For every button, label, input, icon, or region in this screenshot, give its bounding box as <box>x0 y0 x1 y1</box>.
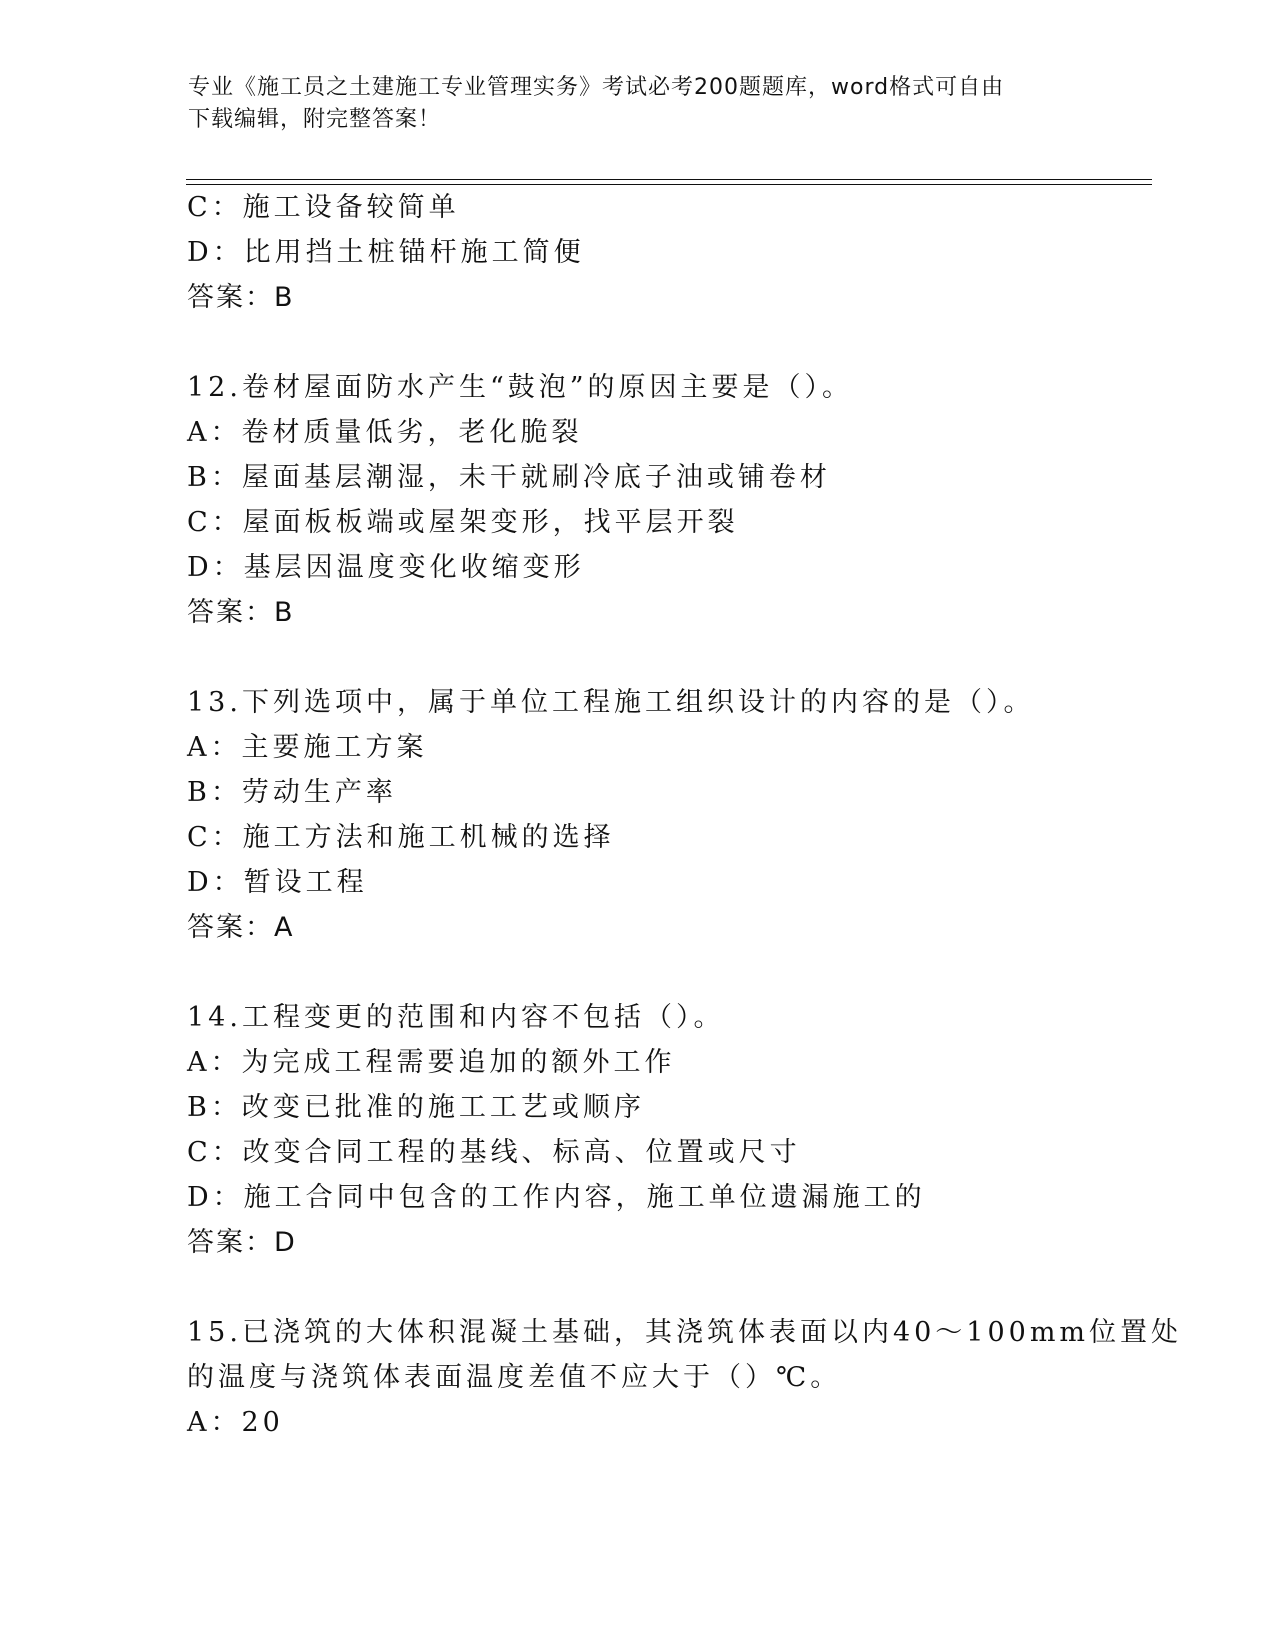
q12-option-a: A：卷材质量低劣，老化脆裂 <box>187 417 583 448</box>
q13-question: 13.下列选项中，属于单位工程施工组织设计的内容的是（）。 <box>187 687 1035 718</box>
q12-option-c: C：屋面板板端或屋架变形，找平层开裂 <box>187 507 739 538</box>
q15-question-line-1: 15.已浇筑的大体积混凝土基础，其浇筑体表面以内40～100mm位置处 <box>187 1317 1183 1348</box>
header-divider-top <box>186 179 1152 180</box>
q14-option-c: C：改变合同工程的基线、标高、位置或尺寸 <box>187 1137 801 1168</box>
document-header <box>188 72 1088 136</box>
q13-answer: 答案：A <box>187 912 295 943</box>
q13-option-c: C：施工方法和施工机械的选择 <box>187 822 615 853</box>
header-line-2: 下载编辑，附完整答案！ <box>188 107 442 132</box>
q15-option-a: A：20 <box>187 1407 284 1438</box>
header-line-1: 专业《施工员之土建施工专业管理实务》考试必考200题题库，word格式可自由 <box>188 75 1005 100</box>
q12-answer: 答案：B <box>187 597 295 628</box>
q13-option-d: D：暂设工程 <box>187 867 368 898</box>
q14-answer: 答案：D <box>187 1227 297 1258</box>
q14-option-b: B：改变已批准的施工工艺或顺序 <box>187 1092 645 1123</box>
q12-option-d: D：基层因温度变化收缩变形 <box>187 552 585 583</box>
q12-option-b: B：屋面基层潮湿，未干就刷冷底子油或铺卷材 <box>187 462 831 493</box>
q13-option-a: A：主要施工方案 <box>187 732 428 763</box>
q11-answer: 答案：B <box>187 282 295 313</box>
q14-option-d: D：施工合同中包含的工作内容，施工单位遗漏施工的 <box>187 1182 926 1213</box>
q12-question: 12.卷材屋面防水产生“鼓泡”的原因主要是（）。 <box>187 372 854 403</box>
header-divider-bottom <box>186 184 1152 185</box>
q11-option-c: C：施工设备较简单 <box>187 192 460 223</box>
q14-question: 14.工程变更的范围和内容不包括（）。 <box>187 1002 725 1033</box>
q13-option-b: B：劳动生产率 <box>187 777 397 808</box>
q14-option-a: A：为完成工程需要追加的额外工作 <box>187 1047 676 1078</box>
q11-option-d: D：比用挡土桩锚杆施工简便 <box>187 237 585 268</box>
q15-question-line-2: 的温度与浇筑体表面温度差值不应大于（）℃。 <box>187 1362 842 1393</box>
